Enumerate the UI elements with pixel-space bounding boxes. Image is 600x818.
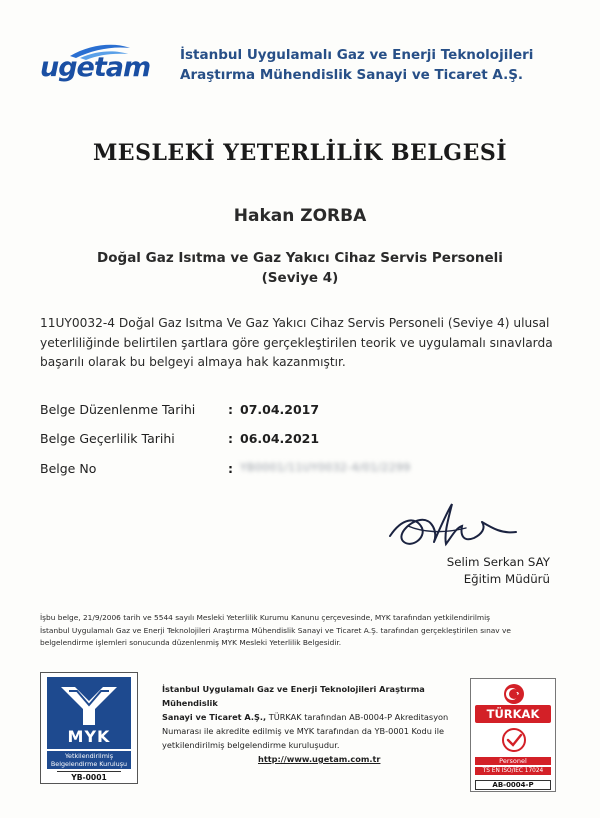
holder-name: Hakan ZORBA [233,206,367,226]
crescent-star-icon [497,683,531,705]
validity-date-colon: : [228,431,233,446]
validity-date-value: 06.04.2021 [240,431,320,446]
qualification-level: (Seviye 4) [261,270,339,286]
legal-line-2: İstanbul Uygulamalı Gaz ve Enerji Teknolojileri Araştırma Mühendislik Sanayi ve Ticaret A.Ş. tarafından gerçekleştirilen sınav ve [40,625,511,635]
document-number-colon: : [228,461,233,476]
turkak-logo [470,678,556,792]
issue-date-label: Belge Düzenlenme Tarihi [40,402,196,417]
myk-subtitle-line-2: Belgelendirme Kuruluşu [50,760,128,768]
accreditation-line-2 [162,710,462,724]
signature-icon [382,498,522,554]
issue-date-value: 07.04.2017 [240,402,320,417]
signer-role: Eğitim Müdürü [463,572,550,586]
issue-date-colon: : [228,402,233,417]
issuer-line-1: İstanbul Uygulamalı Gaz ve Enerji Teknolojileri [180,47,534,63]
myk-emblem-icon [47,677,131,731]
validity-date-label: Belge Geçerlilik Tarihi [40,431,175,446]
turkak-personel: Personel [475,757,551,765]
accreditation-line-3: Numarası ile akredite edilmiş ve MYK tarafından da YB-0001 Kodu ile [162,726,445,736]
ugetam-logo: ugetam [40,52,151,83]
legal-line-1: İşbu belge, 21/9/2006 tarih ve 5544 sayılı Mesleki Yeterlilik Kurumu Kanunu çerçevesinde, MYK tarafından yetkilendirilmiş [40,613,491,622]
turkak-standard: TS EN ISO/IEC 17024 [475,767,551,775]
document-title: MESLEKİ YETERLİLİK BELGESİ [92,140,508,166]
accreditation-turkak: TÜRKAK tarafından AB-0004-P Akreditasyon [266,712,449,722]
myk-code: YB-0001 [57,771,121,782]
turkak-name: TÜRKAK [475,705,551,723]
signer-block [360,554,550,588]
legal-line-3: belgelendirme işlemleri sonucunda düzenlenmiş MYK Mesleki Yeterlilik Belgesidir. [40,638,342,648]
statement-line-2: yeterliliğinde belirtilen şartlara göre gerçekleştirilen teorik ve uygulamalı sınavlarda [40,335,553,350]
statement-line-3: başarılı olarak bu belgeyi almaya hak kazanmıştır. [40,355,346,369]
accreditation-text [162,682,462,752]
qualification-line-1: Doğal Gaz Isıtma ve Gaz Yakıcı Cihaz Servis Personeli [97,250,503,266]
document-number-value: YB0001/11UY0032-4/01/2299 [240,461,411,474]
signer-name: Selim Serkan SAY [446,555,550,569]
turkak-code: AB-0004-P [475,780,551,790]
issuer-line-2: Araştırma Mühendislik Sanayi ve Ticaret A.Ş. [180,67,524,83]
issuer-header [180,45,580,85]
qualification-title [0,248,600,288]
accreditation-line-4: yetkilendirilmiş belgelendirme kuruluşudur. [162,740,340,750]
statement-line-1: 11UY0032-4 Doğal Gaz Isıtma Ve Gaz Yakıcı Cihaz Servis Personeli (Seviye 4) ulusal [40,316,550,330]
myk-subtitle-line-1: Yetkilendirilmiş [64,752,114,760]
website-link[interactable]: http://www.ugetam.com.tr [258,754,381,764]
document-number-label: Belge No [40,461,97,476]
legal-notice [40,612,566,650]
myk-logo [40,672,138,784]
checkmark-circle-icon [499,727,529,753]
myk-name: MYK [67,727,111,746]
certificate-statement [40,314,568,373]
myk-subtitle [47,751,131,769]
accreditation-company: Sanayi ve Ticaret A.Ş., [162,712,267,722]
accreditation-line-1: İstanbul Uygulamalı Gaz ve Enerji Teknolojileri Araştırma Mühendislik [162,684,425,708]
